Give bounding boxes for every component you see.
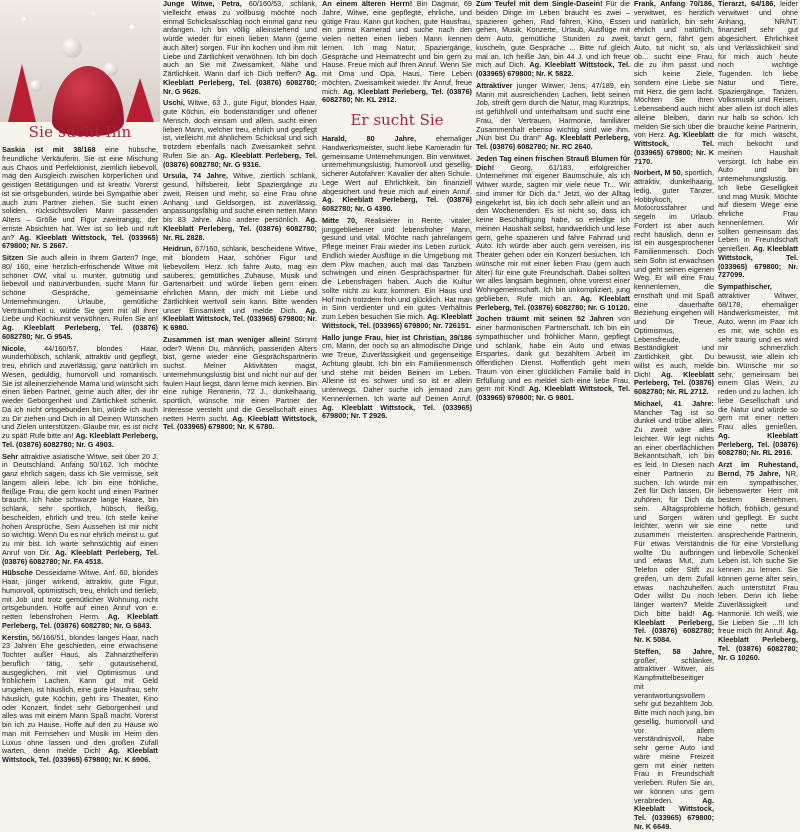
ad-contact: Ag. Kleeblatt Wittstock, Tel. (033965) 679800; Nr. K 5822. [476,60,630,78]
ad-contact: Ag. Kleeblatt Perleberg, Tel. (03876) 6082780; Nr. G 4903. [2,431,158,449]
ad-body: attraktiver Witwer, 68/178, ehemaliger Handwerksmeister, mit Auto, wenn im Paar ich es mir, wie schön es sehr traurig und es wird mir schmerzlich bewusst, wie allein ich bin. Wünsche mir so sehr, gemeinsam bei einem Glas Wein, zu reden und zu lachen. Ich liebe Gesellschaft und die Natur und würde so gern mit einer netten Frau alles genießen. [718,290,798,431]
ad-headline: Zum Teufel mit dem Single-Dasein! [476,0,603,8]
ad-listing [322,334,472,422]
heading-sucht-ihn: Sie sucht Ihn [28,123,132,141]
ad-contact: Ag. Kleeblatt Perleberg, Tel. (03876) 6082780; Nr. FA 4518. [2,547,159,566]
ad-headline: Michael, 41 Jahre: [634,398,714,408]
snowball-ornament [62,38,82,58]
ad-headline: Attraktiver [476,80,513,90]
ad-listing [718,0,798,280]
ad-contact: Ag. Kleeblatt Perleberg, Tel. (03876) 6082780; Nr. RL 2712. [634,369,714,396]
snowball-ornament [104,62,118,76]
ad-contact: Ag. Kleeblatt Wittstock, Tel. (033965) 679800; Nr. K 6980. [163,305,317,332]
snowflake-icon: ✦ [20,14,28,24]
ad-listing [2,453,158,567]
snowball-ornament [30,80,42,92]
ad-listing [634,0,714,166]
ad-headline: Sehr [2,451,19,461]
ad-contact: Ag. Kleeblatt Wittstock, Tel. (033965) 679800; Nr. T 2926. [322,402,472,421]
ad-headline: Ursula, 74 Jahre, [163,171,228,181]
ad-listing [634,169,714,397]
ad-contact: Ag. Kleeblatt Perleberg, Tel. (03876) 6082780; Nr. K 5084. [634,608,714,644]
ad-body: Sie auch allein in Ihrem Garten? Inge, 80/ 160, eine herzlich-erfrischende Witwe mit schöner OW, vital u. munter, gutmütig und liebevoll und naturverbunden, sucht Mann für schöne Gespräche, gemeinsame Unternehmungen. Urlaube, gemütliche Verträumtheit u. würde Sie gern mit all ihrer Liebe und Kochkunst verwöhnen. Rufen Sie an! [2,253,158,324]
ad-column-3 [322,0,472,587]
ad-listing [163,336,317,432]
ad-headline: Harald, 80 Jahre, [322,134,417,143]
ad-body: eine hübsche, freundliche Verkäuferin. Sie ist eine Mischung aus Chaos und Perfektionist, ziemlich liebevoll, mag den Ausgleich zwischen körperlichen und geistigen Betätigungen und ist kreativ. Vorerst ist sie ortsgebunden, würde bei Sympathie aber auch zum Partner ziehen. Sie sucht einen soliden, rücksichtsvollen Mann passenden Alters – Größe und Figur zweitrangig, der ernste Absichten hat. Wer ist so lieb und ruft an? [2,145,158,242]
ad-contact: Ag. Kleeblatt Perleberg, Tel. (03876) 6082780; Nr. G 10120. [476,293,630,312]
ad-contact: Ag. Kleeblatt Perleberg, Tel. (03876) 6082780; Nr. RL 2828. [163,215,317,242]
ad-body: Desseidame Witwe, Anf. 60, blondes Haar, jünger wirkend, attraktiv, gute Figur, humorvoll, optimistisch, treu, ehrlich und tierlieb, mit Job und trotz gemütlicher Wohnung nicht ortsgebunden. Hoffe auf einen Anruf von e. netten lebensfrohen Herrn. [2,568,158,621]
ad-listing [322,0,472,105]
ad-contact: Ag. Kleeblatt Perleberg, Tel. (03876) 6082780; Nr. RL 2916. [718,430,798,458]
ad-headline: Zusammen ist man weniger allein! [163,334,291,344]
ad-contact: Ag. Kleeblatt Wittstock, Tel. (033965) 679800; Nr. 727099. [718,244,798,280]
ad-column-4 [476,0,630,587]
ad-listing [476,82,630,152]
ad-listing [322,217,472,331]
ad-contact: Ag. Kleeblatt Perleberg, Tel. (03876) 6082780; Nr. G 9545. [2,323,158,341]
ad-listing [163,99,317,169]
red-cone-ornament [126,78,154,122]
ad-body: leider verwitwet und ohne Anhang, NR/NT, finanziell sehr gut abgesichert. Ehrlichkeit und Verlässlichkeit sind für mich auch heute noch wichtige Tugenden. Ich liebe Natur und Tiere, Spaziergänge, Tanzen, Volksmusik und Reisen, aber allein ist doch alles nur halb so schön. Ich brauche keine Partnerin, die für mich wäscht, mich bekocht und meinen Haushalt versorgt. Ich habe ein Auto und bin unternehmungslustig. Ich liebe Geselligkeit und mag Musik. Möchte auf diesem Wege eine ehrliche Frau kennenlernen. Wir sollten gemeinsam das Leben in Freundschaft genießen. [718,0,798,253]
ad-body: Bin Dagmar, 69 Jahre, Witwe, eine gepflegte, ehrliche, und gütige Frau. Kann gut kochen, gute Hausfrau, ein prima Kamerad und suche nach den vielen netten einen lieben Mann kennen lernen. Ich mag Natur, Spaziergänge, Gespräche und Heimatrecht und bin gern zu Hause. Freue mich auf Ihren Anruf. Wenn Sie mit Oma und Opa, Haus, Tiere Leben möchten, Zweisamkeit wieder. Ihr Anruf, freue mich. [322,0,472,96]
ad-headline: Heidrun, [163,244,193,254]
ad-headline: An einem älteren Herrn! [322,0,413,8]
snowflake-icon: ✧ [90,8,98,18]
ad-headline: Jochen träumt mit seinen 52 Jahren [476,314,614,324]
ad-listing [2,146,158,251]
ad-contact: Ag. Kleeblatt Perleberg, Tel. (03876) 6082780; Nr. RC 2640. [476,133,630,151]
ad-headline: Tierarzt, 64/186, [718,0,776,8]
ad-listing [163,245,317,333]
ad-headline: Hallo junge Frau, hier ist Christian, 39/186 [322,332,472,342]
ad-headline: Hübsche [2,568,33,578]
ad-body: Georg, 61/183, erfolgreicher Unternehmer mit eigener Baumschule, als ich Witwer wurde, sagten mir viele neue Tr... Wir sind immer für Dich da.“ Jetzt, wo der Alltag eingekehrt ist, bin ich doch sehr allein und an den Wochenenden. Es ist nicht so, dass ich keine Beschäftigung habe, so erledige ich meinen Haushalt selbst, handwerklich und lese gern, gehe spazieren und fahre Fahrrad und Auto. Ich würde aber auch gern vereisen, ins Theater gehen oder ein Konzert besuchen. Ich wünsche mir mit einer lieben Frau (gern auch älter) für eine gute Freundschaft. Dabei sollten wir alles langsam beginnen, ohne vorerst einer Wohngemeinschaft. Ich bin unkompliziert, jung geblieben. Rufe mich an. [476,162,630,303]
ad-contact: Ag. Kleeblatt Perleberg, Tel. (03876) 6082780; Nr. G 6843. [2,612,158,630]
ad-listing [718,461,798,662]
ad-headline: Kerstin, [2,632,30,642]
ad-listing [163,172,317,242]
ad-listing [2,634,158,765]
ad-body: Mancher Tag ist so dunkel und trübe allein. Zu zweit wäre alles leichter. Wir legt nichts an einer oberflächlichen Bekanntschaft, ich bin es leid. In Diesen nach einer Partnerin zu suchen. Ich würde mir Zeit für Dich lassen, Dir zuhören, für Dich da sein. Alltagsprobleme und Sorgen wären leichter, wenn wir sie zusammen meisterten. Für etwas Verständnis wollte Du aufbringen und etwas Mut, zum Telefon oder Stift zu greifen, um dem Zufall etwas nachzuhelfen. Oder willst Du noch länger warten? Melde Dich bitte bald! [634,407,714,618]
ad-listing [476,315,630,403]
ad-body: NR, ein sympathischer, liebenswerter Herr mit bestem Benehmen, höflich, fröhlich, gesund und gepflegt. Er sucht eine nette und ansprechende Partnerin, die für eine Vorstellung und liebevolle Schenkel Leben ist. Ich suche Sie kennen zu lernen. Sie können gerne älter sein, auch unterstützt Frau leben. Denn ich liebe Zuverlässigkeit und Harmonie. Ich weiß, wie Sie Lieben Sie ...!!! Ich freue mich Ihr Anruf. [718,468,798,636]
ad-body: 60/160/53, schlank, vielleicht etwas zu vollbusig möchte noch einmal Schicksalsschlag noch einmal ganz neu anfangen. Ich bin völlig alleinstehend und würde wieder für einen lieben Mann (gerne auch älter) sorgen. Für ihn kochen und ihm mit Liebe und Zärtlichkeit verwöhnen. Ich bin doch auch an Sie mit Zweisamkeit, Nähe und Zärtlichkeit. Wann darf ich Dich treffen? [163,0,317,78]
ad-body: attraktive asiatische Witwe, seit über 20 J. in Deutschland. Anfang 50/162. Ich möchte ganz ehrlich sagen, dass ich Sie vermisse, seit langem allein lebe. Ich bin eine fröhliche, fleißige Frau, die gern kocht und einen Partner braucht. Ich habe schwarze lange Haare, bin schlank, sehr sportlich, hübsch, fleißig, bescheiden, ehrlich und treu. Ich stelle keine hohen Ansprüche, Sein Aussehen ist mir nicht so wichtig. Wenn Du es nur ehrlich meinst u. gut zu mir bist. Ich warte sehnsüchtig auf einen Anruf von Dir. [2,451,159,557]
ad-headline: Junge Witwe, Petra, [163,0,242,8]
ad-headline: Nicole, [2,343,26,353]
ad-listing [163,0,317,96]
ad-headline: Norbert, M 50, [634,168,683,178]
ad-contact: Ag. Kleeblatt Perleberg, Tel. (03876) 6082780; Nr. KL 2912. [322,86,472,105]
red-cone-ornament [8,64,36,122]
ad-contact: Ag. Kleeblatt Wittstock, Tel. (033965) 679800; Nr. K 6780. [163,413,317,432]
ad-body: Witwe, 63 J., gute Figur, blondes Haar, gute Köchin, ein bodenständiger und offener Mensch, doch einsam und allein, sucht einen lieben Mann, welcher treu, ehrlich und gepflegt ist, vielleicht mit ähnlichem Schicksal und sich trotzdem ebenfalls nach Zweisamkeit sehnt. Rufen Sie an. [163,98,317,160]
ad-column-a [2,145,159,764]
ad-body: cm, Mann, der noch so an altmodische Dinge wie Treue, Zuverlässigkeit und gegenseitige Achtung glaubt. Ich bin ein Familienmensch und stehe mit beiden Beinen im Leben. Alleine ist es schwer und so ist er allein unterwegs. Daher suche ich jemand zum Kennenlernen. Ich warte auf Deinen Anruf. [322,341,472,403]
ad-listing [2,345,158,450]
ad-column-2 [163,0,317,587]
ad-body: verwitwet, es herzlich und natürlich, bin sehr ehrlich und natürlich, tanzt gern, fährt gern Auto, tut nicht so, als ob... sucht eine Frau, die zu ihm passt und sich keine Ziele, sondern eine Liebe sie mit Herz, die gern lacht. Möchten Sie ihren Lebensabend auch nicht alleine bleiben, dann melden Sie sich über die von Herz. [634,7,714,140]
ad-body: junger Witwer, Jens, 47/189, ein Mann mit ausreichenden Lachen, liebt seinen Job, streift gern durch die Natur, mag Kurztrips, ist gefühlvoll und unterhaltsam und sucht eine Frau, der Vertrauen, Harmonie, familiärer Zusammenhalt ebenso wichtig sind wie ihm. „Nun bist Du dran!“ [476,80,630,143]
ad-headline: Sitzen [2,253,24,262]
ad-listing [634,400,714,645]
ad-listing [718,283,798,458]
ad-body: 44/160/57, blondes Haar, wunderhübsch, schlank, attraktiv und gepflegt, treu, ehrlich und zuverlässig, ganz natürlich im Wesen, geduldig, humorvoll und romantisch. Sie ist alleinerziehende Mama und wünscht sich einen lieben Partner, gerne auch älter, der ihr wieder Geborgenheit und Zärtlichkeit schenkt. Da ich nicht ortsgebunden bin, würde ich auch zu Dir ziehen und Dich in all Deinen Wünschen und Zielen unterstützen. Glaube mir, es ist nicht zu spät! Rufe bitte an! [2,343,158,440]
ad-contact: Ag. Kleeblatt Perleberg, Tel. (03876) 6082780; Nr. G 4390. [322,195,472,213]
ad-headline: Mitte 70, [322,215,358,225]
ad-listing [476,0,630,79]
ad-contact: Ag. Kleeblatt Wittstock, Tel. (033965) 679800; Nr. S 2667. [2,232,158,251]
ad-contact: Ag. Kleeblatt Wittstock, Tel. (033965) 679800; Nr. K 6649. [634,795,714,831]
ad-body: großer, schlanker, attraktiver Witwer, als Kampfmittelbeseitiger mit verantwortungsvollem sehr gut bezahltem Job. Bitte mich noch jung, bin gesellig, humorvoll und vor allem verständnisvoll, habe sehr gerne Auto und wäre meine Freizeit gern mit einer netten Frau in Freundschaft verleben. Rufen Sie an, wir können uns gern verabreden. [634,655,714,805]
heading-sucht-sie: Er sucht Sie [350,111,444,129]
header-photo [0,0,160,122]
ad-headline: Frank, Anfang 70/186, [634,0,714,8]
ad-contact: Ag. Kleeblatt Wittstock, Tel. (033965) 679800; Nr. K 7170. [634,130,714,166]
ad-listing [2,569,158,630]
ad-listing [634,648,714,832]
ad-column-5 [634,0,714,831]
ad-contact: Ag. Kleeblatt Wittstock, Tel. (033965) 679800; Nr. 726151. [322,312,472,330]
ad-body: ehemaliger Handwerksmeister, sucht liebe Kameradin für gemeinsame Unternehmungen. Bin verwitwet, unternehmungslustig, humorvoll und gesellig, sicherer Autofahrer. Kavalier der alten Schule. Lege Wert auf Ehrlichkeit, bin finanziell abgesichert und freue mich auf einen Anruf. [322,134,472,196]
ad-listing [2,254,158,342]
ad-contact: Ag. Kleeblatt Wittstock, Tel. (033965) 679800; Nr. G 9801. [476,384,630,402]
ad-listing [476,155,630,313]
ad-contact: Ag. Kleeblatt Perleberg, Tel. (03876) 6082780; Nr. G 10260. [718,626,798,662]
ad-headline: Jeden Tag einen frischen Strauß Blumen für Dich! [476,153,630,172]
ad-body: Witwe, ziertlich schlank, gesund, hilfsbereit, liebt Spaziergänge zu zweit, Reisen und mehr, so eine Frau ohne Anhang und Geldsorgen, ist zuverlässig, anpassungsfähig und suche einen netten Mann bis 83 Jahre. Also andere persönlich. [163,171,317,224]
ad-headline: Steffen, 58 Jahre, [634,646,714,656]
ad-body: Für die beiden Dinge im Leben braucht es zwei – spazieren gehen, Rad fahren, Kino, Essen gehen, Musik, Konzerte, Urlaub, Ausflüge mit dem Auto, gemütliche Stunden zu zweit, kuscheln, gute Gespräche ... Bitte ruf gleich mal an. Ich heiße Jan, bin 44 J. und ich freue mich auf Dich. [476,0,630,70]
ad-body: 56/166/51, blondes langes Haar, nach 23 Jahren Ehe geschieden, eine erwachsene Tochter außer Haus, als Zahnarzthelferin beruflich tätig, sehr gutaussehend, ausgeglichen, mit viel Optimismus und fröhlichem Lachen. Kann gut mit Geld umgehen, ist häuslich, eine gute Hausfrau, sehr häuslich, gute Köchin, geht ins Theater, Kino oder Konzert, findet sehr Geborgenheit und alles was mit einem Mann Spaß macht. Vorerst bin ich zu Hause. Hoffe auf den zu Hause wo man mit Fernsehen und Musik im Heim den Luxus ohne lassen und den großen Zufall warten, denn melde Dich! [2,632,158,756]
ad-headline: Sympathischer, [718,282,772,291]
snowflake-icon: ✦ [128,22,136,32]
ad-column-6 [718,0,798,662]
ad-headline: Saskia ist mit 38/168 [2,145,96,154]
ad-body: Realisierer in Rente, vitaler, junggebliebener und lebensfroher Mann, gesund und vital. Möchte nach jahrelangem Pflege meiner Frau wieder ins Leben zurück. Endlich wieder Ausflüge in die Umgebung mit dem Pkw machen, auch mal das Tanzbein schwingen und einen Gesprächspartner für die Lebensfragen haben. Auch die Kultur sollte nicht zu kurz kommen. Ein Haus und Hof mich trotzdem froh und glücklich. Hat man in Sinn verdienter und ein gutes Verhältnis zum Leben besuchen Sie mich. [322,215,472,321]
ad-body: von einer harmonischen Partnerschaft. Ich bin ein sympathischer und fröhlicher Mann, gepflegt und schlank, habe ein Auto und etwas Erspartes, dank gut bezahltem Arbeit im öffentlichen Dienst. Hoffentlich geht mein Traum von einer glücklichen Familie bald in Erfüllung und es meldet sich eine liebe Frau, gern mit Kind! [476,314,631,394]
ad-body: 67/160, schlank, bescheidene Witwe, mit blondem Haar, schöner Figur und liebevollem Herz. Ich fahre Auto, mag ein sauberes, gemütliches Zuhause, Musik und Gartenarbeit und würde lieben gern einen ehrlichen Mann, der mich mit Liebe und Zärtlichkeit wertvoll sein kann. Bitte wenden unser Einsamkeit und melde Dich. [163,244,317,315]
ad-body: sportlich, attraktiv, dunkelhaarig, ledig, guter Tänzer, Hobbykoch, Motocrossfahrer und segeln im Urlaub. Fordert ist aber auch recht häuslich, denn er ist ein ausgesprochener Familienmensch. Doch sein Sohn ist erwachsen und geht seinen eigenen Weg. Er will eine Frau kennenlernen, die ernsthaft und mit Spaß eine dauerhafte Beziehung eingehen will und Dir Treue, Optimismus, Lebensfreude, Beständigkeit und Zärtlichkeit gibt. Du willst es auch, melde Dich! [634,168,714,379]
ad-contact: Ag. Kleeblatt Perleberg, Tel. (03876) 6082780; Nr. G 9626. [163,69,317,96]
ad-contact: Ag. Kleeblatt Wittstock, Tel. (033965) 679800; Nr. K 6906. [2,746,158,764]
ad-contact: Ag. Kleeblatt Perleberg, Tel. (03876) 6082780; Nr. G 9316. [163,150,317,169]
ad-headline: Arzt im Ruhestand, Bernd, 75 Jahre, [718,460,798,478]
ad-listing [322,135,472,214]
ad-body: Stimmt oder? Wenn Du, männlich, passenden Alters bist, gerne wieder eine Gesprächspartnerin suchst. Meiner Aktivitäten magst, unternehmungslustig bist und nicht nur auf der faulen Haut liegst, dann lerne mich kennen. Bin eine ruhige Rentnerin, 72 J., dunkelhaarig, sportlich, wünsche mir einen Partner der Interesse versteht und die Gesellschaft eines netten Herrn sucht. [163,334,318,423]
ad-headline: Uschi, [163,98,185,108]
